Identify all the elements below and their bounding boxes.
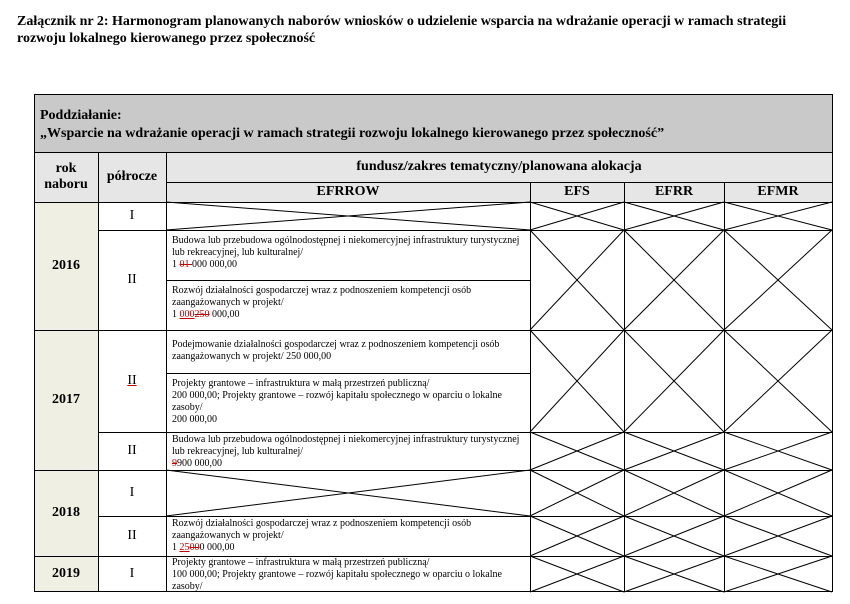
entry-2017-infrastruktura: Budowa lub przebudowa ogólnodostępnej i niekomercyjnej infrastruktury turystycznej lub rekreacyjnej, lub kulturalnej/ 9900 000,00 xyxy=(172,434,520,469)
half-2018-b: II xyxy=(127,528,137,543)
year-2018: 2018 xyxy=(34,470,98,556)
header-rok-naboru: rok naboru xyxy=(34,152,98,202)
header-fundusz: fundusz/zakres tematyczny/planowana alokacja xyxy=(166,152,832,182)
poddzialanie-name: „Wsparcie na wdrażanie operacji w ramach strategii rozwoju lokalnego kierowanego przez społeczność” xyxy=(40,126,665,141)
poddzialanie-label: Poddziałanie: xyxy=(40,108,122,123)
header-efrrow: EFRROW xyxy=(166,182,530,202)
half-2016-a: I xyxy=(129,208,135,223)
header-efrr: EFRR xyxy=(624,182,724,202)
entry-2019-granty: Projekty grantowe – infrastruktura w małą przestrzeń publiczną/ 100 000,00; Projekty grantowe – rozwój kapitału społecznego w oparciu o lokalne zasoby/ xyxy=(172,557,502,592)
header-polrocze: półrocze xyxy=(98,152,166,202)
year-2019: 2019 xyxy=(34,556,98,592)
entry-2017-granty: Projekty grantowe – infrastruktura w małą przestrzeń publiczną/ 200 000,00; Projekty grantowe – rozwój kapitału społecznego w oparciu o lokalne zasoby/ 200 000,00 xyxy=(172,378,502,425)
entry-2016-infrastruktura: Budowa lub przebudowa ogólnodostępnej i niekomercyjnej infrastruktury turystycznej lub rekreacyjnej, lub kulturalnej/ 1 01 000 000,00 xyxy=(172,235,520,270)
half-2017-a: II xyxy=(127,373,137,388)
document-title: Załącznik nr 2: Harmonogram planowanych naborów wniosków o udzielenie wsparcia na wdrażanie operacji w ramach strategii rozwoju lokalnego kierowanego przez społeczność xyxy=(17,14,787,46)
year-2017: 2017 xyxy=(34,330,98,470)
header-efs: EFS xyxy=(530,182,624,202)
half-2019-a: I xyxy=(129,566,135,581)
entry-2017-podejmowanie: Podejmowanie działalności gospodarczej wraz z podnoszeniem kompetencji osób zaangażowanych w projekt/ 250 000,00 xyxy=(172,339,500,362)
header-efmr: EFMR xyxy=(724,182,832,202)
half-2016-b: II xyxy=(127,272,137,287)
half-2018-a: I xyxy=(129,485,135,500)
half-2017-b: II xyxy=(127,443,137,458)
entry-2016-rozwoj: Rozwój działalności gospodarczej wraz z podnoszeniem kompetencji osób zaangażowanych w projekt/ 1 000250 000,00 xyxy=(172,285,472,320)
year-2016: 2016 xyxy=(34,202,98,330)
entry-2018-rozwoj: Rozwój działalności gospodarczej wraz z podnoszeniem kompetencji osób zaangażowanych w projekt/ 1 25000 000,00 xyxy=(172,518,472,553)
